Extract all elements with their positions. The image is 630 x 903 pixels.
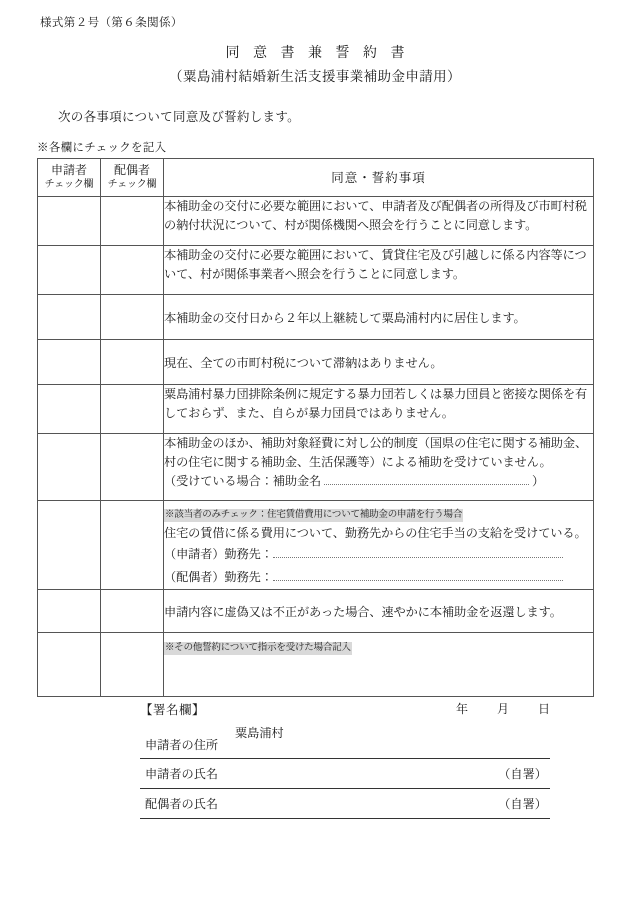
consent-item-text-4: 現在、全ての市町村税について滞納はありません。 <box>164 340 594 385</box>
spouse-checkbox-cell-4[interactable] <box>101 340 164 385</box>
header-spouse-sublabel: チェック欄 <box>107 179 157 190</box>
consent-item-cell-7 <box>164 501 594 590</box>
spouse-checkbox-cell-3[interactable] <box>101 295 164 340</box>
subsidy-name-input[interactable] <box>324 472 529 485</box>
consent-item-text-5: 粟島浦村暴力団排除条例に規定する暴力団若しくは暴力団員と密接な関係を有しておらず、また、自らが暴力団員ではありません。 <box>164 385 594 434</box>
applicant-address-value[interactable]: 粟島浦村 <box>235 726 284 740</box>
applicant-checkbox-cell-9[interactable] <box>38 633 101 697</box>
consent-item-text-7: 住宅の賃借に係る費用について、勤務先からの住宅手当の支給を受けている。 <box>164 525 587 540</box>
header-items-label: 同意・誓約事項 <box>331 170 426 185</box>
table-row <box>38 295 594 340</box>
table-row <box>38 246 594 295</box>
applicant-name-row <box>140 758 550 789</box>
consent-item-text-2: 本補助金の交付に必要な範囲において、賃貸住宅及び引越しに係る内容等について、村が関係事業者へ照会を行うことに同意します。 <box>164 246 594 295</box>
housing-allowance-note: ※該当者のみチェック：住宅賃借費用について補助金の申請を行う場合 <box>165 510 463 520</box>
applicant-checkbox-cell-3[interactable] <box>38 295 101 340</box>
subsidy-name-suffix: ） <box>532 473 545 488</box>
table-row <box>38 434 594 501</box>
date-year-label[interactable]: 年 <box>455 702 468 716</box>
applicant-checkbox-cell-7[interactable] <box>38 501 101 590</box>
header-spouse-label: 配偶者 <box>113 163 150 177</box>
applicant-checkbox-cell-6[interactable] <box>38 434 101 501</box>
spouse-checkbox-cell-1[interactable] <box>101 197 164 246</box>
applicant-checkbox-cell-5[interactable] <box>38 385 101 434</box>
signature-section-title: 【署名欄】 <box>140 703 206 717</box>
check-instruction-note: ※各欄にチェックを記入 <box>37 142 167 154</box>
table-row <box>38 340 594 385</box>
consent-item-cell-6 <box>164 434 594 501</box>
consent-item-text-6: 本補助金のほか、補助対象経費に対し公的制度（国県の住宅に関する補助金、村の住宅に関する補助金、生活保護等）による補助を受けていません。 <box>164 436 588 469</box>
consent-item-text-8: 申請内容に虚偽又は不正があった場合、速やかに本補助金を返還します。 <box>164 590 594 633</box>
applicant-checkbox-cell-1[interactable] <box>38 197 101 246</box>
date-month-label[interactable]: 月 <box>496 702 509 716</box>
table-row <box>38 633 594 697</box>
applicant-workplace-field <box>164 545 593 564</box>
spouse-workplace-label: （配偶者）勤務先： <box>164 569 273 584</box>
form-number: 様式第２号（第６条関係） <box>40 17 183 29</box>
spouse-name-label: 配偶者の氏名 <box>145 797 219 811</box>
header-applicant-sublabel: チェック欄 <box>44 179 94 190</box>
applicant-signature-note: （自署） <box>498 767 547 781</box>
signature-bottom-rule <box>140 818 550 819</box>
spouse-checkbox-cell-7[interactable] <box>101 501 164 590</box>
consent-table <box>37 158 594 697</box>
table-row <box>38 590 594 633</box>
spouse-checkbox-cell-8[interactable] <box>101 590 164 633</box>
header-applicant-check <box>38 159 101 197</box>
page-subtitle: （粟島浦村結婚新生活支援事業補助金申請用） <box>169 69 461 84</box>
applicant-checkbox-cell-2[interactable] <box>38 246 101 295</box>
subsidy-name-fill-line <box>164 472 593 491</box>
spouse-workplace-field <box>164 568 593 587</box>
applicant-checkbox-cell-4[interactable] <box>38 340 101 385</box>
table-row <box>38 501 594 590</box>
other-pledge-note: ※その他誓約について指示を受けた場合記入 <box>165 643 351 653</box>
page-title: 同 意 書 兼 誓 約 書 <box>225 46 410 61</box>
spouse-checkbox-cell-2[interactable] <box>101 246 164 295</box>
consent-item-text-1: 本補助金の交付に必要な範囲において、申請者及び配偶者の所得及び市町村税の納付状況について、村が関係機関へ照会を行うことに同意します。 <box>164 197 594 246</box>
spouse-checkbox-cell-6[interactable] <box>101 434 164 501</box>
spouse-signature-note: （自署） <box>498 797 547 811</box>
spouse-workplace-input[interactable] <box>273 568 563 581</box>
spouse-name-row <box>140 788 550 819</box>
header-spouse-check <box>101 159 164 197</box>
table-row <box>38 385 594 434</box>
header-applicant-label: 申請者 <box>50 163 87 177</box>
applicant-address-label: 申請者の住所 <box>145 738 219 752</box>
lead-text: 次の各事項について同意及び誓約します。 <box>58 110 300 124</box>
consent-item-cell-9[interactable] <box>164 633 594 697</box>
applicant-checkbox-cell-8[interactable] <box>38 590 101 633</box>
header-items <box>164 159 594 197</box>
applicant-workplace-label: （申請者）勤務先： <box>164 546 273 561</box>
date-day-label[interactable]: 日 <box>537 702 550 716</box>
table-header-row <box>38 159 594 197</box>
consent-item-text-3: 本補助金の交付日から２年以上継続して粟島浦村内に居住します。 <box>164 295 594 340</box>
spouse-checkbox-cell-9[interactable] <box>101 633 164 697</box>
applicant-name-label: 申請者の氏名 <box>145 767 219 781</box>
spouse-checkbox-cell-5[interactable] <box>101 385 164 434</box>
subsidy-name-prefix: （受けている場合：補助金名 <box>164 473 322 488</box>
table-row <box>38 197 594 246</box>
applicant-workplace-input[interactable] <box>273 545 563 558</box>
signature-date-line <box>140 700 550 717</box>
